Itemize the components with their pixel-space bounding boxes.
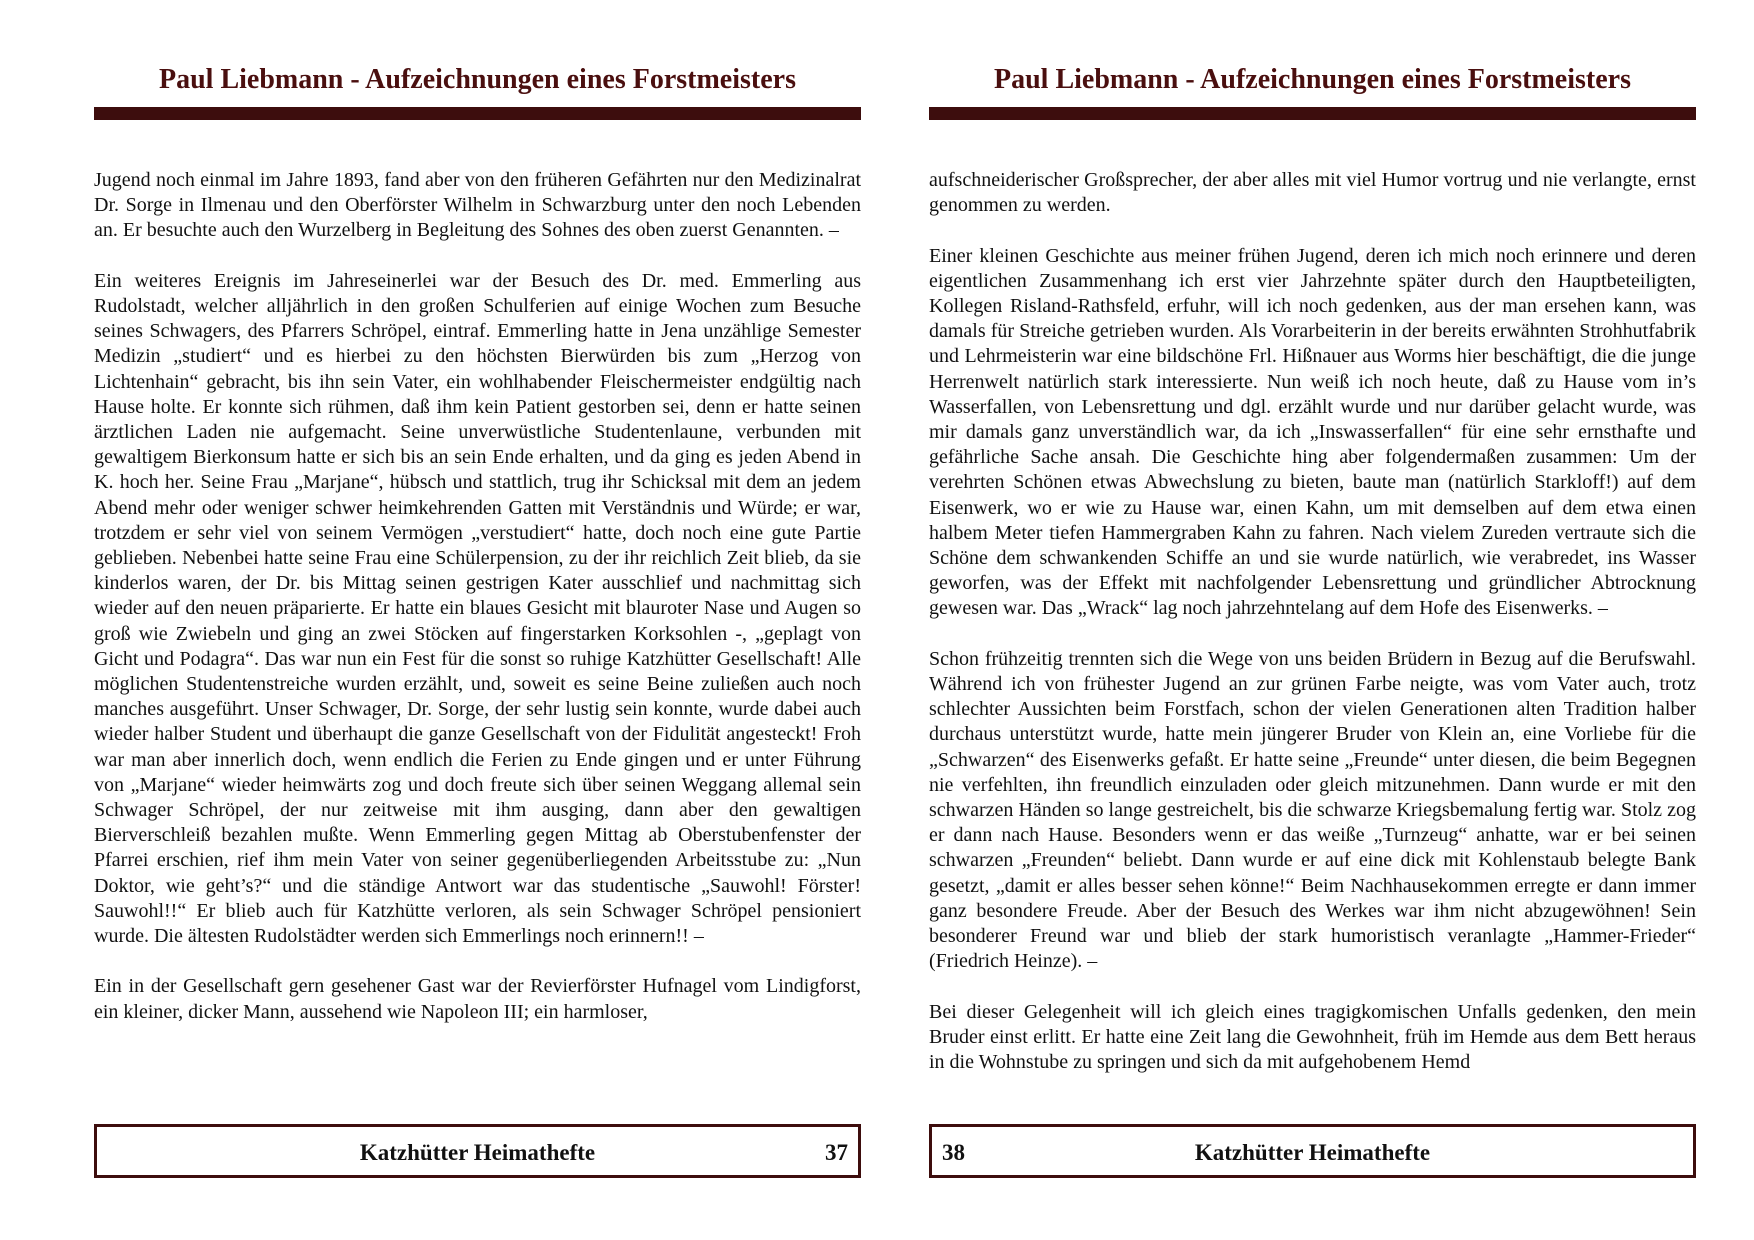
body-paragraph: Einer kleinen Geschichte aus meiner frühen Jugend, deren ich mich noch erinnere und deren eigentlichen Zusammenhang ich erst vier Jahrzehnte später durch den Hauptbeteiligten, Kollegen Risland-Rathsfeld, erfuhr, will ich noch gedenken, aus der man ersehen kann, was damals für Streiche getrieben wurden. Als Vorarbeiterin in der bereits erwähnten Strohhutfabrik und Lehrmeisterin war eine bildschöne Frl. Hißnauer aus Worms hier beschäftigt, die die junge Herrenwelt natürlich stark interessierte. Nun weiß ich noch heute, daß zu Hause vom in’s Wasserfallen, von Lebensrettung und dgl. erzählt wurde und nur darüber gelacht wurde, was mir damals ganz unverständlich war, da ich „Inswasserfallen“ für eine sehr ernsthafte und gefährliche Sache ansah. Die Geschichte hing aber folgendermaßen zusammen: Um der verehrten Schönen etwas Abwechslung zu bieten, baute man (natürlich Starkloff!) auf dem Eisenwerk, wo er wie zu Hause war, einen Kahn, um mit demselben auf dem etwa einen halbem Meter tiefen Hammergraben Kahn zu fahren. Nach vielem Zureden vertraute sich die Schöne dem schwankenden Schiffe an und sie wurde natürlich, wie verabredet, ins Wasser geworfen, was der Effekt mit nachfolgender Lebensrettung und gründlicher Abtrocknung gewesen war. Das „Wrack“ lag noch jahrzehntelang auf dem Hofe des Eisenwerks. – (929, 244, 1696, 620)
page-footer (94, 1124, 861, 1178)
header-rule (94, 107, 861, 120)
body-paragraph: Jugend noch einmal im Jahre 1893, fand aber von den früheren Gefährten nur den Medizinalrat Dr. Sorge in Ilmenau und den Oberförster Wilhelm in Schwarzburg unter den noch Lebenden an. Er besuchte auch den Wurzelberg in Begleitung des Sohnes des oben zuerst Genannten. – (94, 169, 861, 242)
body-paragraph: Schon frühzeitig trennten sich die Wege von uns beiden Brüdern in Bezug auf die Berufswahl. Während ich von frühester Jugend an zur grünen Farbe neigte, was vom Vater auch, trotz schlechter Aussichten beim Forstfach, schon der vielen Generationen alten Tradition halber durchaus unterstützt wurde, hatte mein jüngerer Bruder von Klein an, eine Vorliebe für die „Schwarzen“ des Eisenwerks gefaßt. Er hatte seine „Freunde“ unter diesen, die beim Begegnen nie verfehlten, ihn freundlich einzuladen oder gleich mitzunehmen. Dann wurde er mit den schwarzen Händen so lange gestreichelt, bis die schwarze Kriegsbemalung fertig war. Stolz zog er dann nach Hause. Besonders wenn er das weiße „Turnzeug“ anhatte, war er bei seinen schwarzen „Freunden“ beliebt. Dann wurde er auf eine dick mit Kohlenstaub belegte Bank gesetzt, „damit er alles besser sehen könne!“ Beim Nachhausekommen erregte er dann immer ganz besondere Freude. Aber der Besuch des Werkes war ihm nicht abzugewöhnen! Sein besonderer Freund war und blieb der stark humoristisch veranlagte „Hammer-Frieder“ (Friedrich Heinze). – (929, 647, 1696, 973)
page-header-title: Paul Liebmann - Aufzeichnungen eines Forstmeisters (159, 64, 796, 95)
page-number: 37 (825, 1140, 848, 1165)
body-paragraph: aufschneiderischer Großsprecher, der aber alles mit viel Humor vortrug und nie verlangte, ernst genommen zu werden. (929, 169, 1696, 217)
page-body (929, 168, 1696, 1100)
body-paragraph: Ein in der Gesellschaft gern gesehener Gast war der Revierförster Hufnagel vom Lindigforst, ein kleiner, dicker Mann, aussehend wie Napoleon III; ein harmloser, (94, 975, 861, 1023)
page-header-title: Paul Liebmann - Aufzeichnungen eines Forstmeisters (994, 64, 1631, 95)
header-rule (929, 107, 1696, 120)
body-paragraph: Ein weiteres Ereignis im Jahreseinerlei war der Besuch des Dr. med. Emmerling aus Rudolstadt, welcher alljährlich in den großen Schulferien auf einige Wochen zum Besuche seines Schwagers, des Pfarrers Schröpel, eintraf. Emmerling hatte in Jena unzählige Semester Medizin „studiert“ und es hierbei zu den höchsten Bierwürden bis zum „Herzog von Lichtenhain“ gebracht, bis ihn sein Vater, ein wohlhabender Fleischermeister endgültig nach Hause holte. Er konnte sich rühmen, daß ihm kein Patient gestorben sei, denn er hatte seinen ärztlichen Laden nie aufgemacht. Seine unverwüstliche Studentenlaune, verbunden mit gewaltigem Bierkonsum hatte er sich bis an sein Ende erhalten, und da ging es jeden Abend in K. hoch her. Seine Frau „Marjane“, hübsch und stattlich, trug ihr Schicksal mit dem an jedem Abend mehr oder weniger schwer heimkehrenden Gatten mit Verständnis und Würde; er war, trotzdem er sehr viel von seinem Vermögen „verstudiert“ hatte, doch noch eine gute Partie geblieben. Nebenbei hatte seine Frau eine Schülerpension, zu der ihr reichlich Zeit blieb, da sie kinderlos waren, der Dr. bis Mittag seinen gestrigen Kater ausschlief und nachmittag sich wieder auf den neuen präparierte. Er hatte ein blaues Gesicht mit blauroter Nase und Augen so groß wie Zwiebeln und ging an zwei Stöcken auf fingerstarken Korksohlen -, „geplagt von Gicht und Podagra“. Das war nun ein Fest für die sonst so ruhige Katzhütter Gesellschaft! Alle möglichen Studentenstreiche wurden erzählt, und, soweit es seine Beine zuließen auch noch manches ausgeführt. Unser Schwager, Dr. Sorge, der sehr lustig sein konnte, wurde dabei auch wieder halber Student und überhaupt die ganze Gesellschaft von der Fidulität angesteckt! Froh war man aber innerlich doch, wenn endlich die Ferien zu Ende gingen und er unter Führung von „Marjane“ wieder heimwärts zog und doch freute sich über seinen Weggang allemal sein Schwager Schröpel, der nur zeitweise mit ihm ausging, dann aber den gewaltigen Bierverschleiß bezahlen mußte. Wenn Emmerling gegen Mittag ab Oberstubenfenster der Pfarrei erschien, rief ihm mein Vater von seiner gegenüberliegenden Arbeitsstube zu: „Nun Doktor, wie geht’s?“ und die ständige Antwort war das studentische „Sauwohl! Förster! Sauwohl!!“ Er blieb auch für Katzhütte verloren, als sein Schwager Schröpel pensioniert wurde. Die ältesten Rudolstädter werden sich Emmerlings noch erinnern!! – (94, 269, 861, 948)
footer-title: Katzhütter Heimathefte (1194, 1140, 1431, 1165)
right-page (929, 0, 1696, 1240)
page-number: 38 (942, 1140, 965, 1165)
footer-title: Katzhütter Heimathefte (359, 1140, 596, 1165)
body-paragraph: Bei dieser Gelegenheit will ich gleich eines tragigkomischen Unfalls gedenken, den mein Bruder einst erlitt. Er hatte eine Zeit lang die Gewohnheit, früh im Hemde aus dem Bett heraus in die Wohnstube zu springen und sich da mit aufgehobenem Hemd (929, 1000, 1696, 1074)
page-footer (929, 1124, 1696, 1178)
page-body (94, 168, 861, 1050)
left-page (94, 0, 861, 1240)
